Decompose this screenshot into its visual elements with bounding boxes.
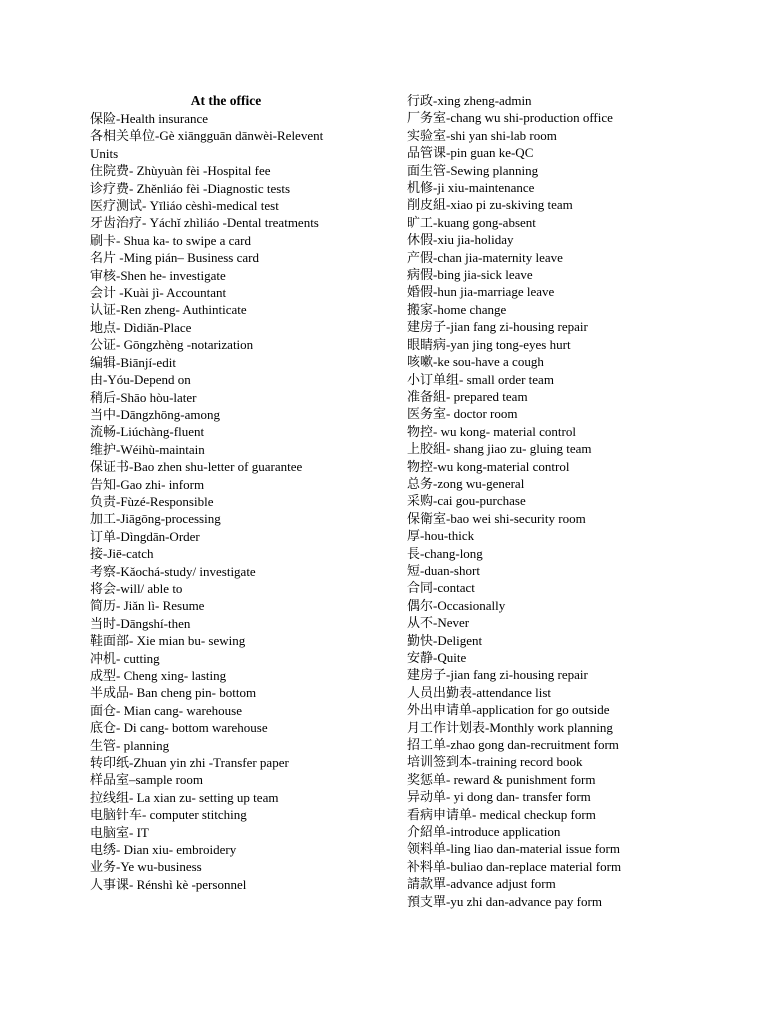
vocabulary-entry: 牙齿治疗- Yáchǐ zhìliáo -Dental treatments [90,215,319,231]
vocabulary-entry: 电脑室- IT [90,824,149,840]
vocabulary-entry: 建房子-jian fang zi-housing repair [407,319,588,335]
vocabulary-entry: 請款單-advance adjust form [407,876,556,892]
vocabulary-entry: 负责-Fùzé-Responsible [90,493,214,509]
vocabulary-entry: 冲机- cutting [90,650,160,666]
vocabulary-entry: 休假-xiu jia-holiday [407,232,514,248]
vocabulary-entry: 外出申请单-application for go outside [407,702,610,718]
vocabulary-entry: 物控-wu kong-material control [407,458,570,474]
vocabulary-entry: 奖惩单- reward & punishment form [407,771,596,787]
vocabulary-entry: 合同-contact [407,580,475,596]
vocabulary-entry: 审核-Shen he- investigate [90,267,226,283]
vocabulary-entry: 建房子-jian fang zi-housing repair [407,667,588,683]
vocabulary-entry: 产假-chan jia-maternity leave [407,249,563,265]
vocabulary-entry: 長-chang-long [407,545,483,561]
vocabulary-entry: 补料单-buliao dan-replace material form [407,858,622,874]
vocabulary-entry: 病假-bing jia-sick leave [407,267,533,283]
vocabulary-entry: 面生管-Sewing planning [407,162,539,178]
vocabulary-entry: 保证书-Bao zhen shu-letter of guarantee [90,459,303,475]
vocabulary-entry: 实验室-shi yan shi-lab room [407,127,557,143]
vocabulary-entry: 保险-Health insurance [90,111,209,126]
vocabulary-entry: 保衛室-bao wei shi-security room [407,510,586,526]
vocabulary-entry: 介紹单-introduce application [407,824,561,840]
vocabulary-entry: 行政-xing zheng-admin [407,93,532,108]
vocabulary-entry: 鞋面部- Xie mian bu- sewing [90,633,246,649]
vocabulary-entry: 医务室- doctor room [407,406,518,422]
vocabulary-entry: 编辑-Biānjí-edit [90,354,176,370]
vocabulary-entry: 异动单- yi dong dan- transfer form [407,789,591,805]
vocabulary-entry: 各相关单位-Gè xiāngguān dānwèi-Relevent Units [90,128,324,161]
vocabulary-entry: 安静-Quite [407,650,467,665]
vocabulary-entry: 考察-Kǎochá-study/ investigate [90,563,256,579]
vocabulary-entry: 底仓- Di cang- bottom warehouse [90,720,268,736]
vocabulary-entry: 流畅-Liúchàng-fluent [90,424,205,440]
vocabulary-entry: 削皮組-xiao pi zu-skiving team [407,197,573,213]
vocabulary-entry: 加工-Jiāgōng-processing [90,511,221,527]
vocabulary-entry: 勤快-Deligent [407,632,483,648]
vocabulary-entry: 物控- wu kong- material control [407,423,576,439]
vocabulary-entry: 短-duan-short [407,562,480,578]
vocabulary-entry: 眼睛病-yan jing tong-eyes hurt [407,336,571,352]
vocabulary-entry: 名片 -Ming pián– Business card [90,250,259,266]
right-vocabulary-list [407,92,737,910]
vocabulary-entry: 准备組- prepared team [407,388,528,404]
vocabulary-entry: 订单-Dìngdān-Order [90,528,200,544]
vocabulary-entry: 样品室–sample room [90,772,204,788]
vocabulary-entry: 旷工-kuang gong-absent [407,214,536,230]
vocabulary-entry: 会计 -Kuài jì- Accountant [90,285,227,301]
vocabulary-entry: 认证-Ren zheng- Authinticate [90,302,247,318]
vocabulary-entry: 接-Jiē-catch [90,546,154,562]
vocabulary-entry: 从不-Never [407,615,470,631]
vocabulary-entry: 搬家-home change [407,301,507,317]
vocabulary-entry: 当中-Dāngzhōng-among [90,406,220,422]
vocabulary-entry: 厚-hou-thick [407,528,475,544]
vocabulary-entry: 人事课- Rénshì kè -personnel [90,876,247,892]
vocabulary-entry: 诊疗费- Zhěnliáo fèi -Diagnostic tests [90,180,291,196]
vocabulary-entry: 面仓- Mian cang- warehouse [90,702,242,718]
left-column [90,92,390,893]
vocabulary-entry: 机修-ji xiu-maintenance [407,180,535,196]
vocabulary-entry: 领料单-ling liao dan-material issue form [407,841,621,857]
vocabulary-entry: 地点- Dìdiǎn-Place [90,319,192,335]
vocabulary-entry: 看病申请单- medical checkup form [407,806,596,822]
vocabulary-entry: 公证- Gōngzhèng -notarization [90,337,254,353]
left-vocabulary-list [90,110,390,893]
vocabulary-entry: 电绣- Dian xiu- embroidery [90,842,237,858]
right-column [407,92,737,910]
vocabulary-entry: 维护-Wéihù-maintain [90,441,205,457]
vocabulary-entry: 稍后-Shāo hòu-later [90,389,197,405]
vocabulary-entry: 业务-Ye wu-business [90,859,202,875]
vocabulary-entry: 招工单-zhao gong dan-recruitment form [407,737,619,753]
vocabulary-entry: 上胶組- shang jiao zu- gluing team [407,441,592,457]
vocabulary-entry: 人员出勤表-attendance list [407,684,552,700]
vocabulary-entry: 半成品- Ban cheng pin- bottom [90,685,257,701]
vocabulary-entry: 医疗测试- Yīliáo cèshì-medical test [90,198,279,214]
vocabulary-entry: 月工作计划表-Monthly work planning [407,719,613,735]
vocabulary-entry: 成型- Cheng xing- lasting [90,668,227,683]
vocabulary-entry: 婚假-hun jia-marriage leave [407,284,555,300]
vocabulary-entry: 生管- planning [90,737,170,753]
vocabulary-entry: 培训签到本-training record book [407,754,583,770]
vocabulary-entry: 預支單-yu zhi dan-advance pay form [407,893,602,909]
vocabulary-entry: 小订单组- small order team [407,371,554,387]
vocabulary-entry: 由-Yóu-Depend on [90,372,191,388]
vocabulary-entry: 转印纸-Zhuan yin zhi -Transfer paper [90,755,289,771]
vocabulary-entry: 将会-will/ able to [90,580,183,596]
vocabulary-entry: 简历- Jiǎn lì- Resume [90,598,205,614]
vocabulary-entry: 偶尔-Occasionally [407,597,506,613]
vocabulary-entry: 当时-Dāngshí-then [90,615,191,631]
page-title: At the office [190,93,262,108]
vocabulary-entry: 总务-zong wu-general [407,475,525,491]
vocabulary-entry: 刷卡- Shua ka- to swipe a card [90,232,252,248]
vocabulary-entry: 拉线组- La xian zu- setting up team [90,789,279,805]
vocabulary-entry: 品管课-pin guan ke-QC [407,145,534,161]
vocabulary-entry: 告知-Gao zhi- inform [90,476,205,492]
vocabulary-entry: 咳嗽-ke sou-have a cough [407,354,544,370]
vocabulary-entry: 电脑针车- computer stitching [90,807,247,823]
vocabulary-entry: 住院费- Zhùyuàn fèi -Hospital fee [90,163,271,179]
vocabulary-entry: 采购-cai gou-purchase [407,493,526,509]
vocabulary-entry: 厂务室-chang wu shi-production office [407,110,613,126]
